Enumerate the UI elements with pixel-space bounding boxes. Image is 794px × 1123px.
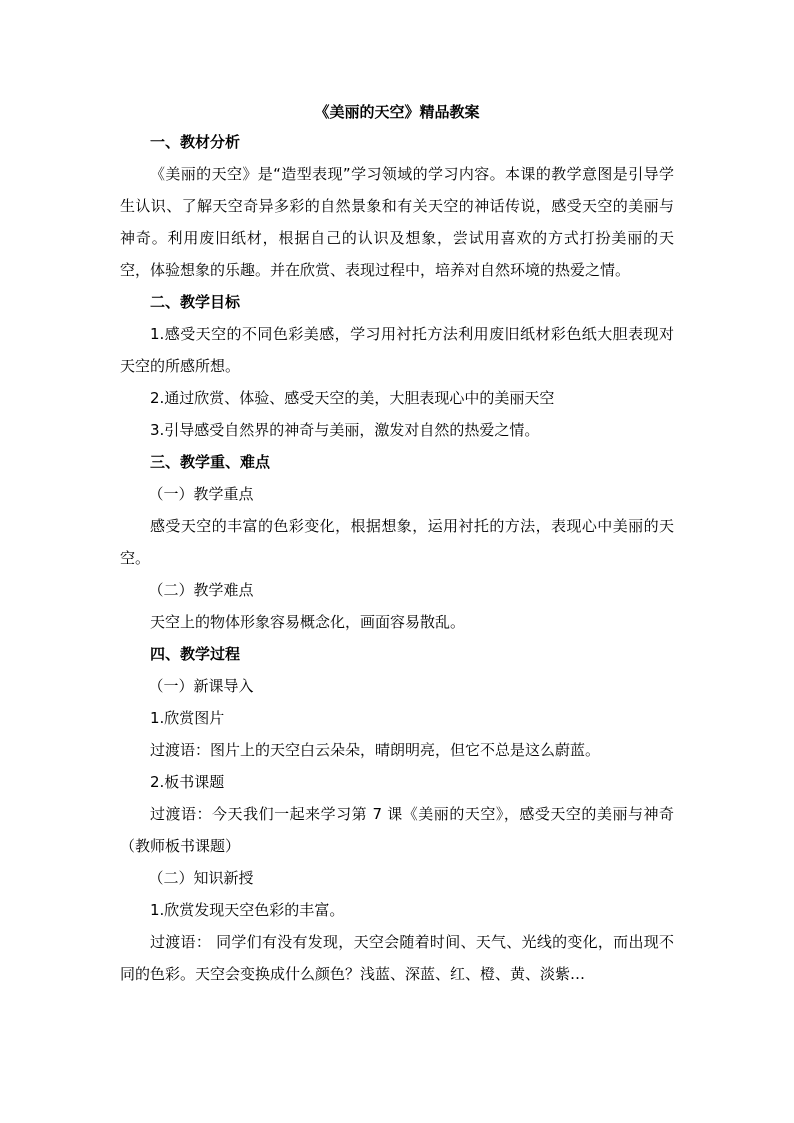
section-heading-textbook-analysis: 一、教材分析 xyxy=(150,133,241,151)
step-board-title: 2.板书课题 xyxy=(150,773,225,791)
subheading-difficulty: （二）教学难点 xyxy=(148,581,254,599)
paragraph-key-point: 感受天空的丰富的色彩变化，根据想象，运用衬托的方法，表现心中美丽的天空。 xyxy=(120,517,674,567)
goal-item-2: 2.通过欣赏、体验、感受天空的美，大胆表现心中的美丽天空 xyxy=(150,389,555,407)
section-heading-key-points: 三、教学重、难点 xyxy=(150,453,271,471)
step-view-pictures: 1.欣赏图片 xyxy=(150,709,225,727)
document-page xyxy=(120,98,674,990)
paragraph-transition-3: 过渡语： 同学们有没有发现，天空会随着时间、天气、光线的变化，而出现不同的色彩。天空会变换成什么颜色？浅蓝、深蓝、红、橙、黄、淡紫… xyxy=(120,933,674,983)
step-sky-colors: 1.欣赏发现天空色彩的丰富。 xyxy=(150,901,345,919)
goal-item-1: 1.感受天空的不同色彩美感，学习用衬托方法利用废旧纸材彩色纸大胆表现对天空的所感所想。 xyxy=(120,325,674,375)
section-heading-teaching-process: 四、教学过程 xyxy=(150,645,241,663)
section-heading-teaching-goals: 二、教学目标 xyxy=(150,293,241,311)
subheading-key-point: （一）教学重点 xyxy=(148,485,254,503)
document-title: 《美丽的天空》精品教案 xyxy=(314,103,480,121)
paragraph-textbook-analysis: 《美丽的天空》是“造型表现”学习领域的学习内容。本课的教学意图是引导学生认识、了解天空奇异多彩的自然景象和有关天空的神话传说，感受天空的美丽与神奇。利用废旧纸材，根据自己的认识及想象，尝试用喜欢的方式打扮美丽的天空，体验想象的乐趣。并在欣赏、表现过程中，培养对自然环境的热爱之情。 xyxy=(120,165,674,279)
paragraph-transition-2: 过渡语：今天我们一起来学习第 7 课《美丽的天空》，感受天空的美丽与神奇（教师板书课题） xyxy=(120,805,674,855)
paragraph-difficulty: 天空上的物体形象容易概念化，画面容易散乱。 xyxy=(150,613,466,631)
goal-item-3: 3.引导感受自然界的神奇与美丽，激发对自然的热爱之情。 xyxy=(150,421,540,439)
subheading-introduction: （一）新课导入 xyxy=(148,677,254,695)
paragraph-transition-1: 过渡语：图片上的天空白云朵朵，晴朗明亮，但它不总是这么蔚蓝。 xyxy=(150,741,601,759)
subheading-new-knowledge: （二）知识新授 xyxy=(148,869,254,887)
